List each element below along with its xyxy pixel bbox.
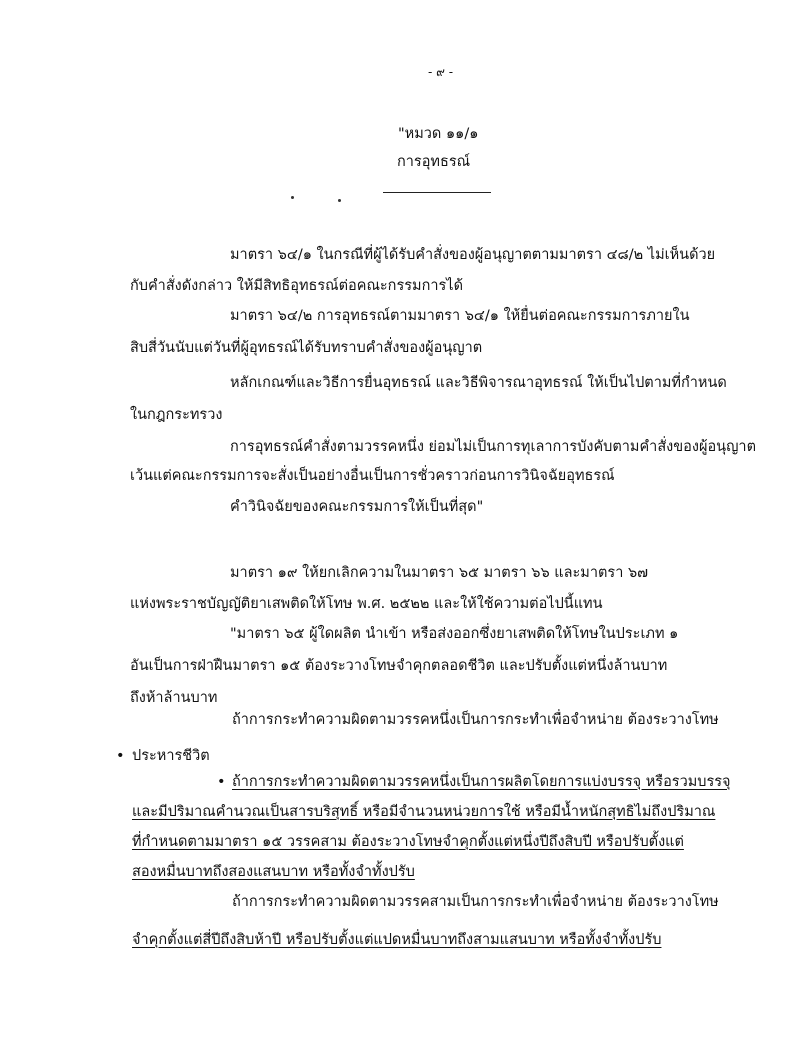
appeal-line-1: การอุทธรณ์คำสั่งตามวรรคหนึ่ง ย่อมไม่เป็นการทุเลาการบังคับตามคำสั่งของผู้อนุญาต [230,439,756,455]
sale-line-1: ถ้าการกระทำความผิดตามวรรคหนึ่งเป็นการกระทำเพื่อจำหน่าย ต้องระวางโทษ [232,712,719,728]
third-paragraph-line-1: ถ้าการกระทำความผิดตามวรรคสามเป็นการกระทำเพื่อจำหน่าย ต้องระวางโทษ [232,894,719,910]
section-64-2-line-1: มาตรา ๖๔/๒ การอุทธรณ์ตามมาตรา ๖๔/๑ ให้ยื่นต่อคณะกรรมการภายใน [230,308,690,324]
appeal-line-2: เว้นแต่คณะกรรมการจะสั่งเป็นอย่างอื่นเป็นการชั่วคราวก่อนการวินิจฉัยอุทธรณ์ [130,468,615,484]
scan-speck [291,196,294,199]
section-19-line-1: มาตรา ๑๙ ให้ยกเลิกความในมาตรา ๖๕ มาตรา ๖๖ และมาตรา ๖๗ [230,565,649,581]
section-65-line-1: "มาตรา ๖๕ ผู้ใดผลิต นำเข้า หรือส่งออกซึ่งยาเสพติดให้โทษในประเภท ๑ [230,626,679,642]
rules-line-1: หลักเกณฑ์และวิธีการยื่นอุทธรณ์ และวิธีพิจารณาอุทธรณ์ ให้เป็นไปตามที่กำหนด [230,375,727,391]
packaging-line-2: และมีปริมาณคำนวณเป็นสารบริสุทธิ์ หรือมีจำนวนหน่วยการใช้ หรือมีน้ำหนักสุทธิไม่ถึงปริมาณ [132,804,716,820]
page-number: - ๙ - [428,65,454,79]
rules-line-2: ในกฎกระทรวง [130,407,223,423]
section-divider [383,192,491,193]
scan-speck [338,199,341,202]
section-64-2-line-2: สิบสี่วันนับแต่วันที่ผู้อุทธรณ์ได้รับทราบคำสั่งของผู้อนุญาต [130,340,483,356]
third-paragraph-line-2: จำคุกตั้งแต่สี่ปีถึงสิบห้าปี หรือปรับตั้งแต่แปดหมื่นบาทถึงสามแสนบาท หรือทั้งจำทั้งปรับ [132,932,662,948]
section-19-line-2: แห่งพระราชบัญญัติยาเสพติดให้โทษ พ.ศ. ๒๕๒๒ และให้ใช้ความต่อไปนี้แทน [130,596,603,612]
packaging-line-3: ที่กำหนดตามมาตรา ๑๕ วรรคสาม ต้องระวางโทษจำคุกตั้งแต่หนึ่งปีถึงสิบปี หรือปรับตั้งแต่ [132,834,684,850]
section-heading: "หมวด ๑๑/๑ [398,126,479,142]
final-ruling-line: คำวินิจฉัยของคณะกรรมการให้เป็นที่สุด" [230,499,484,515]
section-64-1-line-1: มาตรา ๖๔/๑ ในกรณีที่ผู้ได้รับคำสั่งของผู้อนุญาตตามมาตรา ๔๘/๒ ไม่เห็นด้วย [230,247,716,263]
section-65-line-3: ถึงห้าล้านบาท [130,690,218,706]
section-65-line-2: อันเป็นการฝ่าฝืนมาตรา ๑๕ ต้องระวางโทษจำคุกตลอดชีวิต และปรับตั้งแต่หนึ่งล้านบาท [130,658,668,674]
section-64-1-line-2: กับคำสั่งดังกล่าว ให้มีสิทธิอุทธรณ์ต่อคณะกรรมการได้ [130,278,464,294]
bullet-marker: • [116,748,125,764]
packaging-line-1: ถ้าการกระทำความผิดตามวรรคหนึ่งเป็นการผลิตโดยการแบ่งบรรจุ หรือรวมบรรจุ [232,774,731,790]
sale-line-2: ประหารชีวิต [132,748,210,764]
bullet-marker: • [217,774,226,790]
packaging-line-4: สองหมื่นบาทถึงสองแสนบาท หรือทั้งจำทั้งปรับ [132,864,415,880]
section-title: การอุทธรณ์ [397,154,471,170]
